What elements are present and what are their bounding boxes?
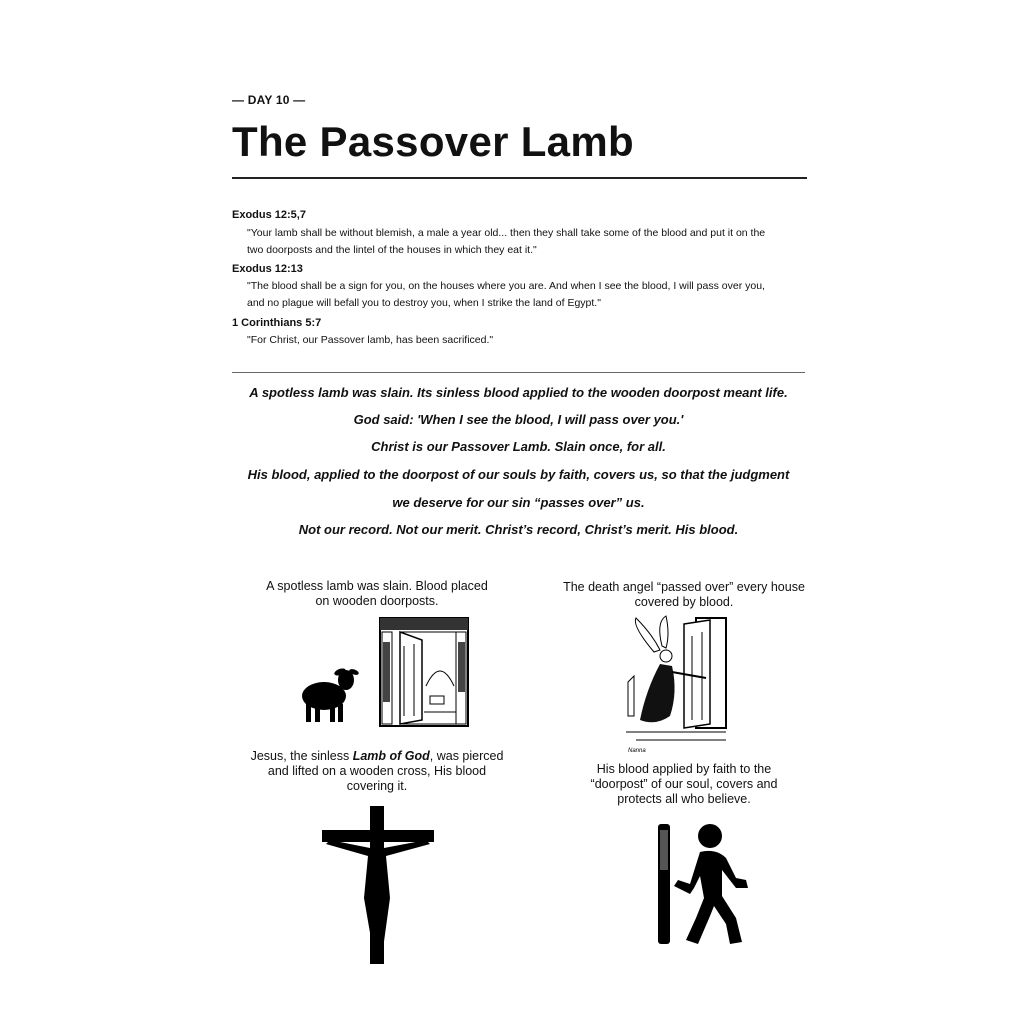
reflection-line: Christ is our Passover Lamb. Slain once, for all. bbox=[371, 439, 666, 454]
quote-line: two doorposts and the lintel of the houses in which they eat it." bbox=[247, 244, 537, 256]
scripture-ref-exodus-12-5-7: Exodus 12:5,7 bbox=[232, 209, 306, 221]
quote-line: "Your lamb shall be without blemish, a male a year old... then they shall take some of the blood and put it on the bbox=[247, 227, 766, 239]
scripture-quote-2 bbox=[247, 278, 807, 312]
scripture-ref-exodus-12-13: Exodus 12:13 bbox=[232, 263, 303, 275]
section-divider bbox=[232, 372, 805, 373]
cross-caption: Jesus, the sinless Lamb of God, was pierced and lifted on a wooden cross, His blood covering it. bbox=[250, 749, 504, 793]
reflection-line: A spotless lamb was slain. Its sinless blood applied to the wooden doorpost meant life. bbox=[249, 385, 788, 400]
lamb-caption: A spotless lamb was slain. Blood placed on wooden doorposts. bbox=[266, 579, 488, 608]
walker-caption: His blood applied by faith to the “doorpost” of our soul, covers and protects all who believe. bbox=[590, 762, 778, 806]
scripture-ref-1-corinthians-5-7: 1 Corinthians 5:7 bbox=[232, 317, 322, 329]
artist-signature: Nanna bbox=[628, 748, 646, 754]
reflection-line: we deserve for our sin “passes over” us. bbox=[392, 495, 645, 510]
death-angel-illustration bbox=[626, 616, 728, 754]
person-at-doorpost-icon bbox=[656, 822, 752, 946]
reflection-line: His blood, applied to the doorpost of our souls by faith, covers us, so that the judgment bbox=[247, 467, 790, 482]
doorway-icon bbox=[378, 616, 470, 728]
quote-line: "For Christ, our Passover lamb, has been sacrificed." bbox=[247, 334, 494, 346]
quote-line: "The blood shall be a sign for you, on the houses where you are. And when I see the blood, I will pass over you, bbox=[247, 280, 765, 292]
scripture-quote-3 bbox=[247, 332, 807, 349]
lamb-icon bbox=[298, 660, 362, 724]
title-divider bbox=[232, 177, 807, 179]
crucifix-icon bbox=[322, 806, 434, 964]
day-label: — DAY 10 — bbox=[232, 93, 306, 107]
quote-line: and no plague will befall you to destroy you, when I strike the land of Egypt." bbox=[247, 297, 601, 309]
angel-caption: The death angel “passed over” every house covered by blood. bbox=[563, 580, 805, 609]
reflection-line: Not our record. Not our merit. Christ’s record, Christ’s merit. His blood. bbox=[298, 522, 739, 537]
page-title: The Passover Lamb bbox=[232, 118, 634, 165]
scripture-quote-1 bbox=[247, 225, 807, 259]
reflection-line: God said: 'When I see the blood, I will pass over you.' bbox=[353, 412, 684, 427]
